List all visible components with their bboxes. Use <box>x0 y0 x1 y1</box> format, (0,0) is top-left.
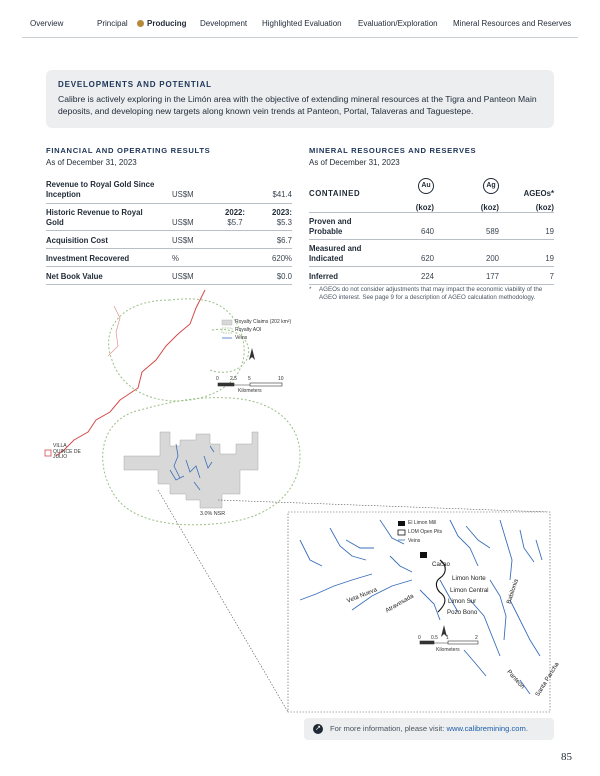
vein-label: Atravesada <box>384 592 415 615</box>
scale-tick: 2 <box>475 635 478 641</box>
mill-icon <box>420 552 427 558</box>
link-icon: ↗ <box>313 724 323 734</box>
connector-line <box>158 490 288 712</box>
developments-title: DEVELOPMENTS AND POTENTIAL <box>58 80 212 89</box>
town-label: VILLA QUINCE DE JULIO <box>53 443 81 460</box>
pit-label: Limon Central <box>450 587 489 594</box>
nav-item-highlighted-evaluation[interactable]: Highlighted Evaluation <box>262 19 342 28</box>
legend-label: El Limon Mill <box>408 520 437 526</box>
developments-text: Calibre is actively exploring in the Limón area with the objective of extending mineral resources at the Tigra and Panteon Main deposits, and developing new targets along known vein trends at Panteon, Portal, Talaveras and Taguestepe. <box>58 94 537 116</box>
row-unit: % <box>172 254 179 263</box>
ageo-value: 19 <box>545 254 554 263</box>
pit-label: Pozo Bono <box>447 609 478 616</box>
row-value: $0.0 <box>276 272 292 281</box>
road-line <box>108 306 120 356</box>
legend-label: Royalty Claims (202 km²) <box>235 319 292 325</box>
nav-item-evaluation-exploration[interactable]: Evaluation/Exploration <box>358 19 438 28</box>
connector-line <box>218 500 548 512</box>
more-info-box <box>304 718 554 740</box>
row-unit: US$M <box>172 190 194 199</box>
road-line <box>56 290 205 456</box>
au-unit: (koz) <box>415 203 434 212</box>
scale-unit: Kilometers <box>436 647 460 653</box>
ag-unit: (koz) <box>480 203 499 212</box>
royalty-claims <box>124 432 258 508</box>
nav-item-overview[interactable]: Overview <box>30 19 64 28</box>
town-marker <box>45 450 51 456</box>
scale-unit: Kilometers <box>238 388 262 394</box>
nav-item-producing[interactable]: Producing <box>147 19 187 28</box>
footnote-mark: * <box>309 286 312 293</box>
vein-label: Santa Pancha <box>534 661 561 698</box>
financial-subtitle: As of December 31, 2023 <box>46 158 137 167</box>
nav-item-development[interactable]: Development <box>200 19 248 28</box>
ageo-value: 19 <box>545 227 554 236</box>
row-label: Acquisition Cost <box>46 236 108 245</box>
info-suffix: . <box>525 724 528 733</box>
au-value: 224 <box>420 272 434 281</box>
scale-tick: 10 <box>278 376 284 382</box>
ageo-unit: (koz) <box>535 203 554 212</box>
scale-tick: 1 <box>446 635 449 641</box>
financial-title: FINANCIAL AND OPERATING RESULTS <box>46 146 211 155</box>
row-label: Net Book Value <box>46 272 103 281</box>
scale-bar <box>420 641 478 644</box>
vein-label: Babilonia <box>505 578 520 605</box>
au-value: 620 <box>420 254 434 263</box>
year-label: 2022: <box>225 208 245 217</box>
nav-item-principal[interactable]: Principal <box>97 19 128 28</box>
scale-bar <box>218 383 282 386</box>
more-info-text <box>330 724 528 733</box>
row-value: $6.7 <box>276 236 292 245</box>
legend-label: Veins <box>235 335 248 341</box>
scale-tick: 0 <box>418 635 421 641</box>
mineral-title: MINERAL RESOURCES AND RESERVES <box>309 146 477 155</box>
info-prefix: For more information, please visit: <box>330 724 447 733</box>
contained-header: CONTAINED <box>309 189 361 198</box>
vein-label: Panteon <box>505 668 526 691</box>
pit-label: Limon Sur <box>448 598 477 605</box>
mineral-subtitle: As of December 31, 2023 <box>309 158 400 167</box>
ag-value: 200 <box>485 254 499 263</box>
ageo-header: AGEOs* <box>523 189 554 198</box>
vein-label: Veta Nueva <box>345 586 379 605</box>
year-label: 2023: <box>272 208 292 217</box>
au-value: 640 <box>420 227 434 236</box>
footnote-text: AGEOs do not consider adjustments that may impact the economic viability of the AGEO interest. See page 9 for a description of AGEO calculation methodology. <box>319 286 543 301</box>
row-value: $5.7 <box>227 218 243 227</box>
row-value: 620% <box>272 254 292 263</box>
page-number: 85 <box>561 751 572 763</box>
legend-label: LOM Open Pits <box>408 529 443 535</box>
nsr-label: 3.0% NSR <box>200 511 226 517</box>
scale-tick: 2.5 <box>230 376 237 382</box>
row-label: Investment Recovered <box>46 254 130 263</box>
scale-tick: 5 <box>248 376 251 382</box>
ag-value: 589 <box>485 227 499 236</box>
north-arrow-icon <box>249 348 255 360</box>
row-value: $5.3 <box>276 218 292 227</box>
ag-badge: Ag <box>483 178 499 194</box>
legend-label: Veins <box>408 538 421 544</box>
row-unit: US$M <box>172 218 194 227</box>
pit-label: Cacao <box>432 561 450 568</box>
website-link[interactable]: www.calibremining.com <box>446 724 526 733</box>
row-label: Revenue to Royal Gold Since Inception <box>46 180 155 199</box>
row-label: Historic Revenue to Royal Gold <box>46 208 143 227</box>
row-label: Measured and Indicated <box>309 244 362 263</box>
row-value: $41.4 <box>272 190 292 199</box>
row-unit: US$M <box>172 236 194 245</box>
ageo-value: 7 <box>549 272 554 281</box>
nav-item-mineral-resources[interactable]: Mineral Resources and Reserves <box>453 19 572 28</box>
au-badge: Au <box>418 178 434 194</box>
row-label: Inferred <box>309 272 339 281</box>
pit-label: Limon Norte <box>452 575 486 582</box>
scale-tick: 0.5 <box>431 635 438 641</box>
ag-value: 177 <box>485 272 499 281</box>
row-label: Proven and Probable <box>309 217 352 236</box>
row-unit: US$M <box>172 272 194 281</box>
scale-tick: 0 <box>216 376 219 382</box>
legend-label: Royalty AOI <box>235 327 262 333</box>
